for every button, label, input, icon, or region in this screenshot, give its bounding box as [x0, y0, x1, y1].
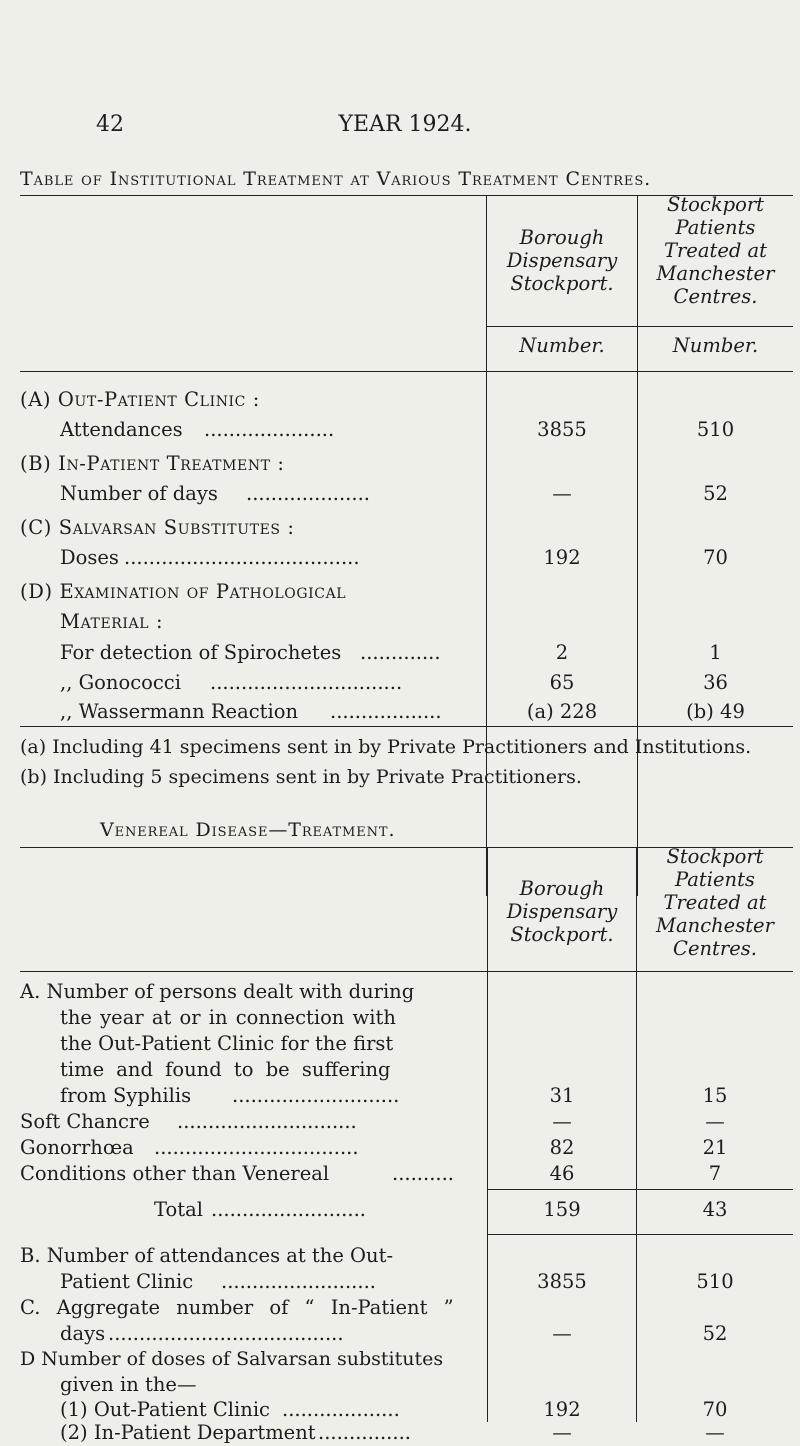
running-title: YEAR 1924. — [338, 112, 472, 137]
row-label: Conditions other than Venereal — [20, 1162, 330, 1185]
value-manchester: 52 — [703, 482, 728, 505]
total-bottom-rule — [488, 1234, 793, 1235]
table2-header-rule — [20, 971, 793, 972]
value-borough: 2 — [555, 641, 569, 664]
value-manchester: 1 — [709, 641, 722, 664]
leader-dots: ............................. — [177, 1110, 357, 1133]
row-label: Attendances — [60, 418, 183, 441]
leader-dots: ............... — [318, 1421, 411, 1444]
footnote-b: (b) Including 5 specimens sent in by Private Practitioners. — [20, 766, 582, 788]
leader-dots: ......................... — [221, 1270, 376, 1293]
row-label: (1) Out-Patient Clinic — [60, 1398, 270, 1421]
value-borough: 31 — [549, 1084, 575, 1107]
value-manchester: 15 — [702, 1084, 728, 1107]
value-manchester: — — [705, 1421, 725, 1444]
leader-dots: ............. — [360, 641, 441, 664]
table1-subheader-number-1: Number. — [519, 334, 605, 357]
leader-dots: ................... — [282, 1398, 400, 1421]
leader-dots: ...................................... — [124, 546, 360, 569]
table2-header-borough: Borough Dispensary Stockport. — [506, 877, 618, 946]
value-manchester: 52 — [702, 1322, 728, 1345]
value-manchester: 36 — [703, 671, 728, 694]
leader-dots: ..................... — [204, 418, 335, 441]
value-manchester: 510 — [696, 418, 735, 441]
block-d-line-2: given in the— — [60, 1373, 197, 1396]
table1-header-rule — [20, 371, 793, 372]
value-manchester: 21 — [702, 1136, 728, 1159]
row-label: For detection of Spirochetes — [60, 641, 342, 664]
row-label: from Syphilis — [60, 1084, 192, 1107]
leader-dots: .................... — [246, 482, 370, 505]
row-label: ,, Wassermann Reaction — [60, 700, 299, 723]
table2-title: Venereal Disease—Treatment. — [100, 819, 396, 841]
value-borough: 192 — [543, 546, 581, 569]
row-label: Number of days — [60, 482, 218, 505]
table1-section-b: (B) In-Patient Treatment : — [20, 452, 285, 475]
row-label: Doses — [60, 546, 119, 569]
value-manchester: (b) 49 — [686, 700, 745, 723]
value-borough: 192 — [543, 1398, 581, 1421]
value-manchester: — — [705, 1110, 725, 1133]
leader-dots: .......... — [392, 1162, 454, 1185]
value-borough: — — [552, 1322, 572, 1345]
page-number: 42 — [96, 112, 124, 137]
table1-header-subrule — [487, 326, 793, 327]
value-borough: — — [552, 482, 572, 505]
leader-dots: ................................. — [154, 1136, 359, 1159]
table1-section-d-cont: Material : — [60, 610, 164, 633]
leader-dots: .................. — [330, 700, 442, 723]
table1-bottom-rule — [20, 726, 793, 727]
value-borough: 3855 — [537, 418, 587, 441]
row-label: (2) In-Patient Department — [60, 1421, 316, 1444]
block-a-line-2: the year at or in connection with — [60, 1006, 396, 1029]
table1-header-borough: Borough Dispensary Stockport. — [506, 226, 618, 295]
table1-section-d: (D) Examination of Pathological — [20, 580, 347, 603]
value-borough: — — [552, 1421, 572, 1444]
value-manchester: 7 — [708, 1162, 722, 1185]
block-d-line-1: D Number of doses of Salvarsan substitutes — [20, 1348, 444, 1370]
table2-header-manchester: Stockport Patients Treated at Manchester Centres. — [656, 845, 774, 960]
row-label: Patient Clinic — [60, 1270, 194, 1293]
row-label: Gonorrhœa — [20, 1136, 134, 1159]
total-label: Total — [154, 1198, 203, 1221]
footnote-a: (a) Including 41 specimens sent in by Private Practitioners and Institutions. — [20, 736, 752, 758]
value-borough: 65 — [549, 671, 575, 694]
row-label: Soft Chancre — [20, 1110, 150, 1133]
total-manchester: 43 — [702, 1198, 728, 1221]
block-a-line-3: the Out-Patient Clinic for the first — [60, 1032, 394, 1055]
total-borough: 159 — [543, 1198, 581, 1221]
value-manchester: 510 — [696, 1270, 734, 1293]
value-borough: — — [552, 1110, 572, 1133]
total-rule — [488, 1189, 793, 1190]
table1-subheader-number-2: Number. — [672, 334, 759, 357]
leader-dots: ...................................... — [108, 1322, 344, 1345]
row-label: days — [60, 1322, 106, 1345]
leader-dots: ............................... — [210, 671, 403, 694]
value-borough: 82 — [549, 1136, 575, 1159]
row-label: ,, Gonococci — [60, 671, 181, 694]
value-borough: (a) 228 — [526, 700, 598, 723]
table1-section-c: (C) Salvarsan Substitutes : — [20, 516, 295, 539]
value-borough: 46 — [549, 1162, 575, 1185]
value-manchester: 70 — [703, 546, 728, 569]
block-b-line-1: B. Number of attendances at the Out- — [20, 1244, 394, 1267]
table1-section-a: (A) Out-Patient Clinic : — [20, 388, 260, 411]
block-c-line-1: C. Aggregate number of “ In-Patient ” — [20, 1296, 454, 1319]
leader-dots: ........................... — [232, 1084, 400, 1107]
value-borough: 3855 — [537, 1270, 587, 1293]
block-a-line-4: time and found to be suffering — [60, 1058, 391, 1081]
table1-header-manchester: Stockport Patients Treated at Manchester Centres. — [656, 193, 775, 308]
leader-dots: ......................... — [211, 1198, 366, 1221]
value-manchester: 70 — [702, 1398, 728, 1421]
block-a-line-1: A. Number of persons dealt with during — [20, 980, 415, 1003]
table1-title: Table of Institutional Treatment at Various Treatment Centres. — [20, 168, 652, 190]
